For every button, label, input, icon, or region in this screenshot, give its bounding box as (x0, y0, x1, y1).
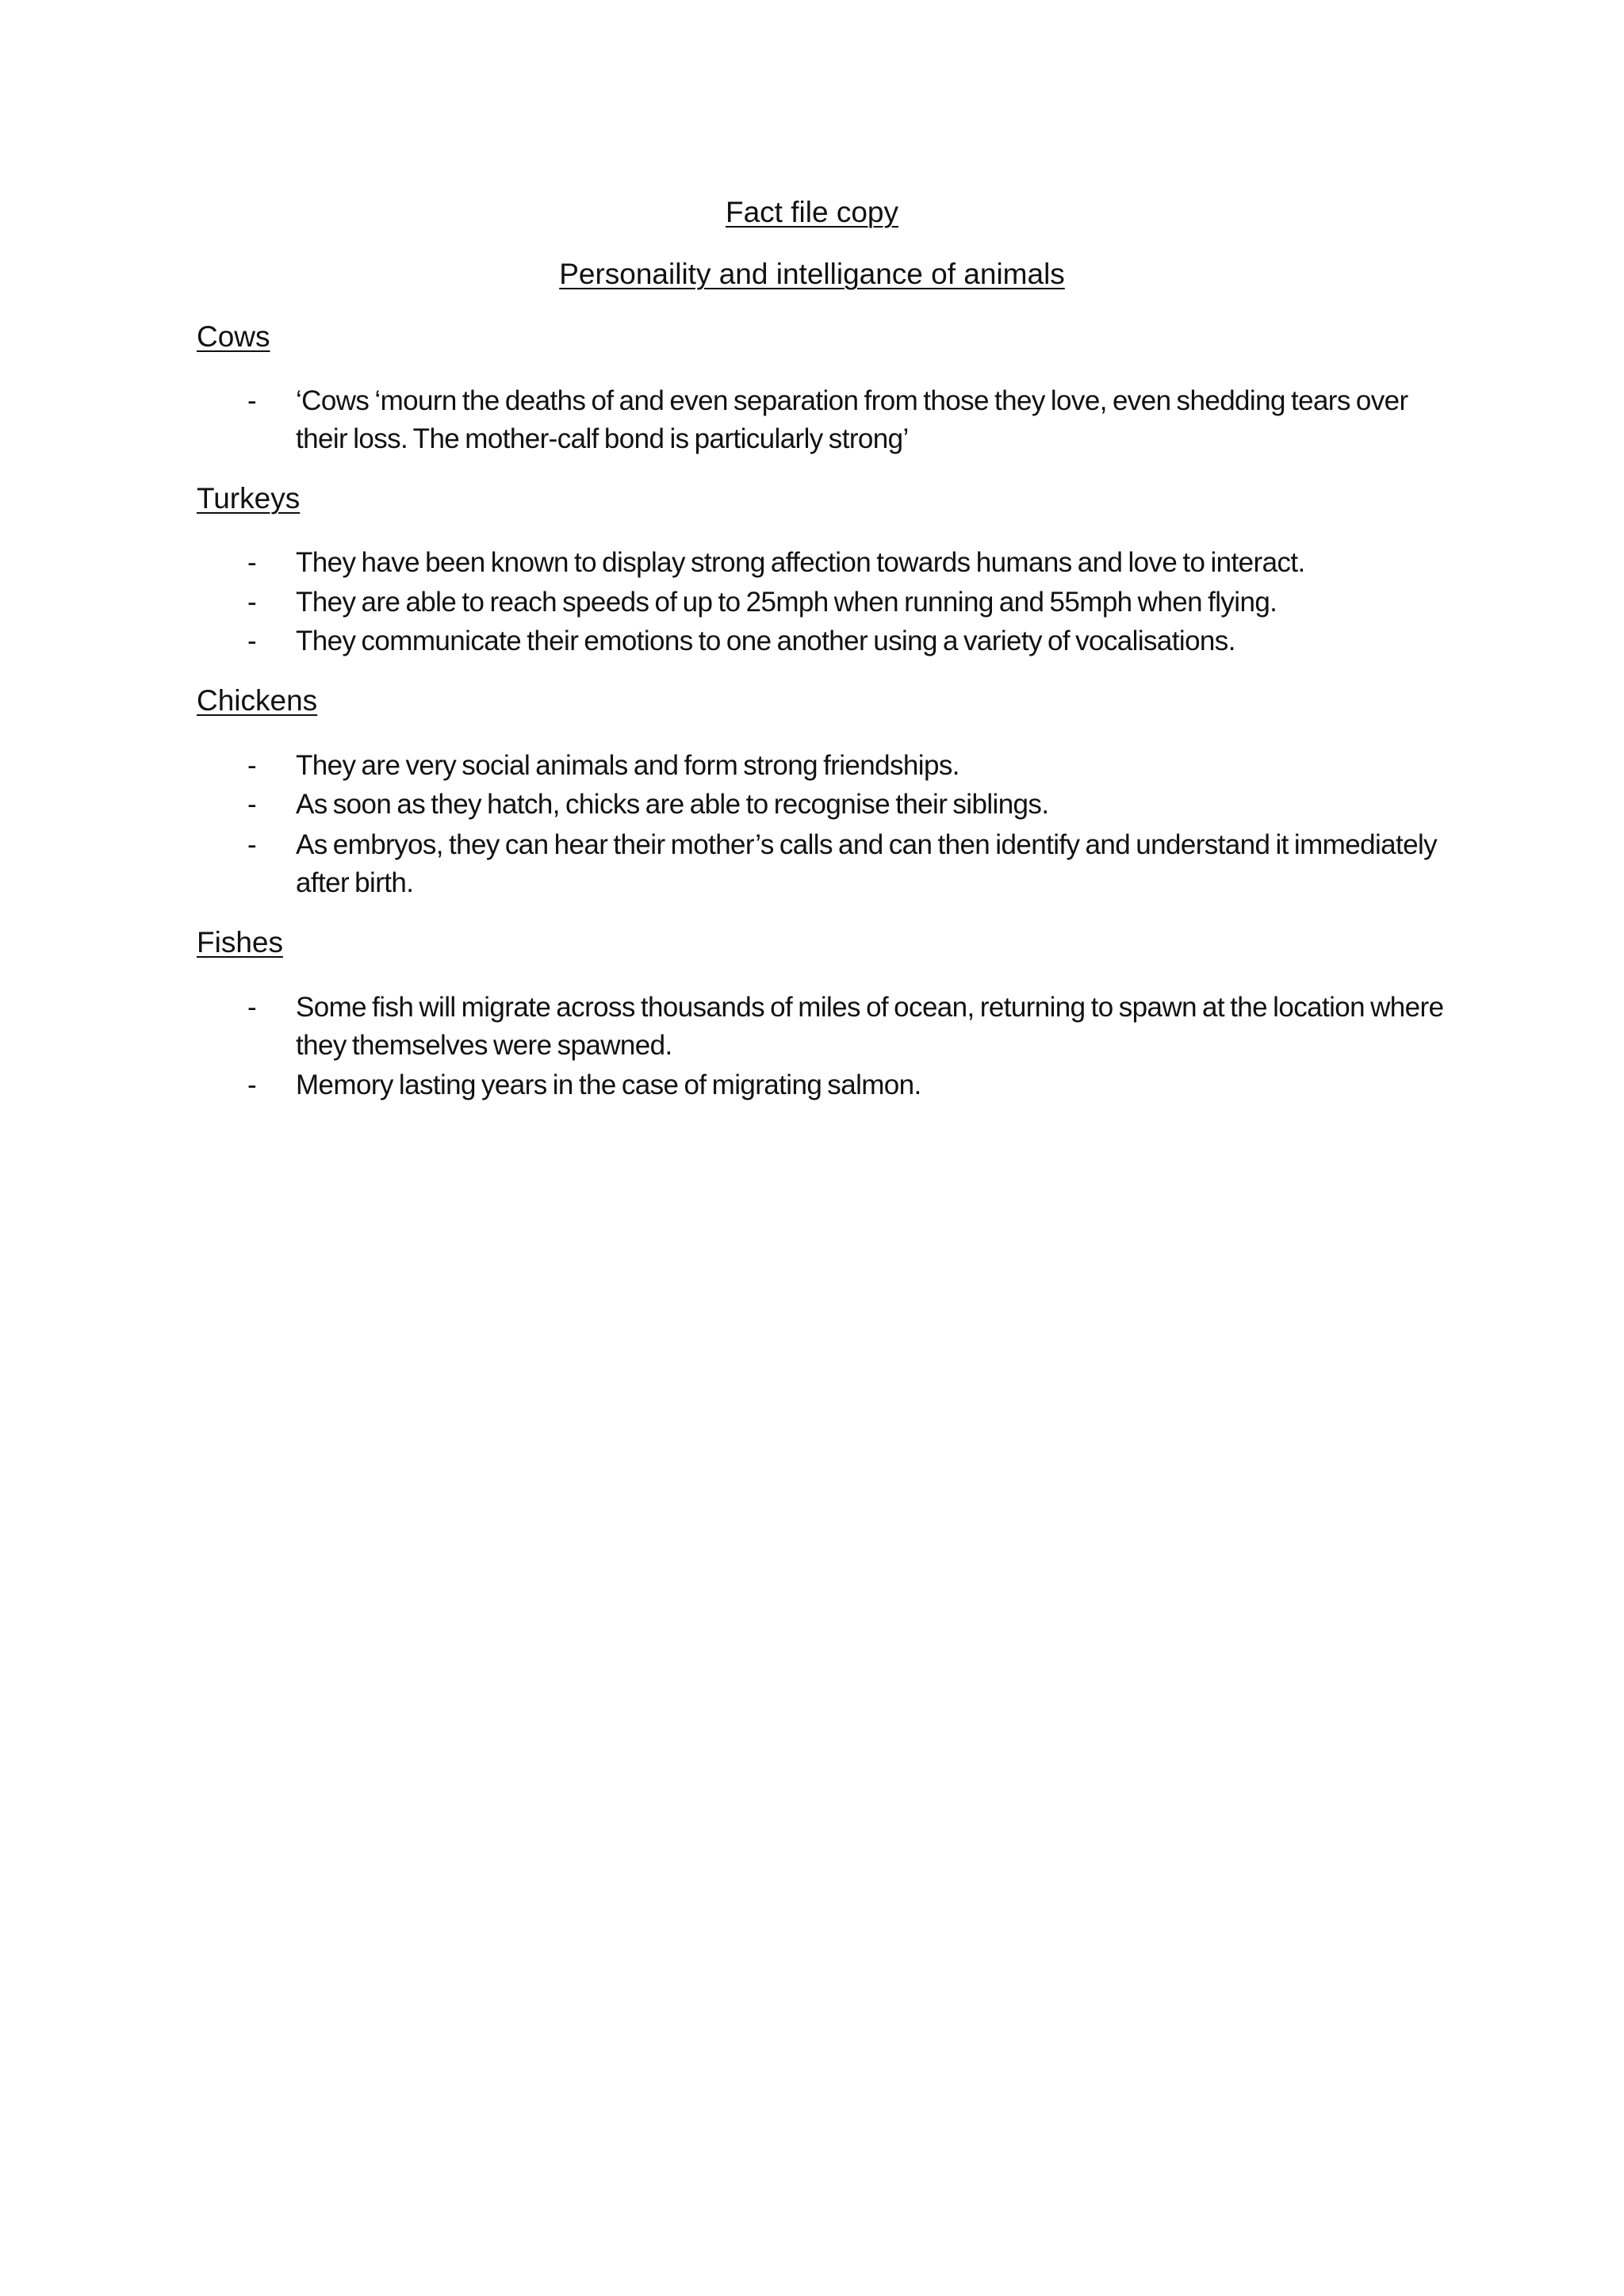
bullet-marker: - (247, 587, 257, 618)
bullet-text: They are able to reach speeds of up to 25mph when running and 55mph when flying. (296, 587, 1277, 618)
document-title: Fact file copy (726, 196, 898, 228)
bullet-text: Some fish will migrate across thousands of miles of ocean, returning to spawn at the location where they themselves were spawned. (296, 992, 1444, 1061)
section-heading-chickens: Chickens (197, 684, 318, 717)
bullet-marker: - (247, 789, 257, 820)
bullet-text: As soon as they hatch, chicks are able to recognise their siblings. (296, 789, 1049, 820)
bullet-text: ‘Cows ‘mourn the deaths of and even separation from those they love, even shedding tears over their loss. The mother-calf bond is particularly strong’ (296, 385, 1408, 454)
section-heading-turkeys: Turkeys (197, 482, 301, 515)
section-heading-fishes: Fishes (197, 926, 283, 959)
bullet-text: As embryos, they can hear their mother’s calls and can then identify and understand it immediately after birth. (296, 829, 1438, 898)
document-subtitle: Personaility and intelligance of animals (559, 258, 1065, 290)
bullet-marker: - (247, 829, 257, 860)
bullet-text: Memory lasting years in the case of migrating salmon. (296, 1070, 921, 1100)
bullet-text: They are very social animals and form strong friendships. (296, 750, 959, 781)
bullet-marker: - (247, 1070, 257, 1100)
bullet-marker: - (247, 750, 257, 781)
bullet-text: They have been known to display strong affection towards humans and love to interact. (296, 547, 1305, 578)
section-heading-cows: Cows (197, 320, 270, 353)
bullet-marker: - (247, 385, 257, 416)
bullet-text: They communicate their emotions to one another using a variety of vocalisations. (296, 626, 1235, 656)
bullet-marker: - (247, 992, 257, 1023)
bullet-marker: - (247, 626, 257, 656)
bullet-marker: - (247, 547, 257, 578)
